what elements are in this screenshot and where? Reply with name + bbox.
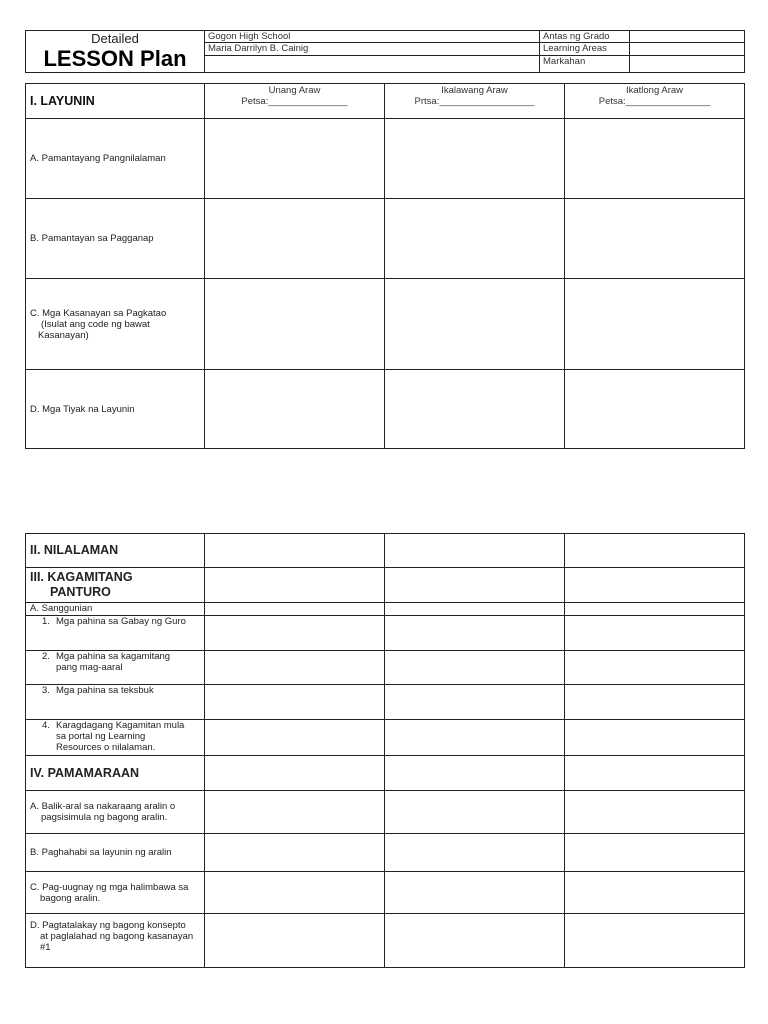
section-layunin: I. LAYUNIN [26, 84, 205, 119]
step-c-label [26, 872, 205, 914]
title-detailed: Detailed [91, 31, 139, 46]
grade-value-field[interactable] [630, 31, 745, 43]
cell-b-day-2[interactable] [385, 199, 565, 279]
step-d-line-1: D. Pagtatalakay ng bagong konsepto [30, 920, 186, 931]
item-4-text-line-2: sa portal ng Learning [56, 731, 146, 742]
row-label-c-line-1: C. Mga Kasanayan sa Pagkatao [30, 307, 167, 319]
item-3-day-2[interactable] [385, 685, 565, 720]
quarter-label: Markahan [540, 55, 630, 72]
day-3-name: Ikatlong Araw [625, 85, 684, 96]
item-3-day-1[interactable] [205, 685, 385, 720]
item-4-num: 4. [42, 720, 50, 731]
cell-d-day-2[interactable] [385, 370, 565, 449]
item-4-day-1[interactable] [205, 720, 385, 756]
section-kagamitang-panturo [26, 568, 205, 603]
step-a-day-3[interactable] [565, 791, 745, 834]
day-2-name: Ikalawang Araw [441, 85, 508, 96]
item-4-label [26, 720, 205, 756]
document-title [26, 31, 205, 73]
step-d-day-1[interactable] [205, 914, 385, 968]
grade-label: Antas ng Grado [540, 31, 630, 43]
teacher-name: Maria Darrilyn B. Cainig [205, 43, 540, 55]
item-4-text-line-1: Karagdagang Kagamitan mula [56, 720, 185, 731]
item-1-day-2[interactable] [385, 616, 565, 651]
item-1-text: Mga pahina sa Gabay ng Guro [56, 616, 186, 627]
item-4-text-line-3: Resources o nilalaman. [56, 742, 156, 753]
cell-d-day-3[interactable] [565, 370, 745, 449]
step-b-day-2[interactable] [385, 834, 565, 872]
item-3-day-3[interactable] [565, 685, 745, 720]
cell-c-day-1[interactable] [205, 279, 385, 370]
step-a-label [26, 791, 205, 834]
item-2-label [26, 651, 205, 685]
day-3-header [565, 84, 745, 119]
section-pamamaraan: IV. PAMAMARAAN [26, 756, 205, 791]
step-c-day-1[interactable] [205, 872, 385, 914]
item-3-label [26, 685, 205, 720]
item-4-day-2[interactable] [385, 720, 565, 756]
step-d-line-3: #1 [40, 942, 51, 953]
objectives-table [25, 83, 745, 449]
item-2-num: 2. [42, 651, 50, 662]
cell-b-day-1[interactable] [205, 199, 385, 279]
lesson-plan-header [25, 30, 745, 73]
sanggunian-day-3[interactable] [565, 603, 745, 616]
item-1-day-1[interactable] [205, 616, 385, 651]
row-label-a: A. Pamantayang Pangnilalaman [26, 119, 205, 199]
kagamitan-day-3[interactable] [565, 568, 745, 603]
item-1-label [26, 616, 205, 651]
step-d-label [26, 914, 205, 968]
step-a-line-2: pagsisimula ng bagong aralin. [41, 812, 168, 823]
item-3-num: 3. [42, 685, 50, 696]
day-2-header [385, 84, 565, 119]
item-2-text-line-2: pang mag-aaral [56, 662, 123, 673]
section-nilalaman: II. NILALAMAN [26, 534, 205, 568]
day-2-date: Prtsa:__________________ [414, 96, 535, 107]
sanggunian-day-1[interactable] [205, 603, 385, 616]
pamamaraan-day-3[interactable] [565, 756, 745, 791]
cell-c-day-3[interactable] [565, 279, 745, 370]
cell-c-day-2[interactable] [385, 279, 565, 370]
step-b-day-3[interactable] [565, 834, 745, 872]
item-3-text: Mga pahina sa teksbuk [56, 685, 154, 696]
nilalaman-day-1[interactable] [205, 534, 385, 568]
sanggunian-day-2[interactable] [385, 603, 565, 616]
kagamitan-day-2[interactable] [385, 568, 565, 603]
cell-a-day-2[interactable] [385, 119, 565, 199]
kagamitang-line-2: PANTURO [50, 585, 111, 599]
kagamitang-line-1: III. KAGAMITANG [30, 570, 133, 584]
item-1-day-3[interactable] [565, 616, 745, 651]
item-2-day-2[interactable] [385, 651, 565, 685]
item-2-day-1[interactable] [205, 651, 385, 685]
pamamaraan-day-2[interactable] [385, 756, 565, 791]
school-name: Gogon High School [205, 31, 540, 43]
step-a-day-1[interactable] [205, 791, 385, 834]
header-blank-field[interactable] [205, 55, 540, 72]
quarter-value-field[interactable] [630, 55, 745, 72]
step-d-day-3[interactable] [565, 914, 745, 968]
step-a-day-2[interactable] [385, 791, 565, 834]
step-c-day-3[interactable] [565, 872, 745, 914]
cell-b-day-3[interactable] [565, 199, 745, 279]
row-label-c [26, 279, 205, 370]
item-4-day-3[interactable] [565, 720, 745, 756]
row-label-c-line-3: Kasanayan) [38, 329, 89, 341]
content-procedure-table [25, 533, 745, 968]
item-1-num: 1. [42, 616, 50, 627]
step-b-label: B. Paghahabi sa layunin ng aralin [26, 834, 205, 872]
day-1-name: Unang Araw [268, 85, 321, 96]
row-label-d: D. Mga Tiyak na Layunin [26, 370, 205, 449]
title-lesson-plan: LESSON Plan [43, 46, 187, 71]
item-2-text-line-1: Mga pahina sa kagamitang [56, 651, 171, 662]
day-1-header [205, 84, 385, 119]
step-c-line-1: C. Pag-uugnay ng mga halimbawa sa [30, 881, 189, 893]
step-d-line-2: at paglalahad ng bagong kasanayan [40, 931, 194, 942]
item-2-day-3[interactable] [565, 651, 745, 685]
row-label-b: B. Pamantayan sa Pagganap [26, 199, 205, 279]
day-1-date: Petsa:_______________ [241, 96, 348, 107]
day-3-date: Petsa:________________ [598, 96, 711, 107]
row-label-c-line-2: (Isulat ang code ng bawat [41, 318, 150, 330]
sanggunian-label: A. Sanggunian [26, 603, 205, 616]
pamamaraan-day-1[interactable] [205, 756, 385, 791]
step-a-line-1: A. Balik-aral sa nakaraang aralin o [30, 801, 176, 812]
kagamitan-day-1[interactable] [205, 568, 385, 603]
step-d-day-2[interactable] [385, 914, 565, 968]
learning-areas-label: Learning Areas [540, 43, 630, 55]
step-c-day-2[interactable] [385, 872, 565, 914]
step-b-day-1[interactable] [205, 834, 385, 872]
nilalaman-day-2[interactable] [385, 534, 565, 568]
cell-d-day-1[interactable] [205, 370, 385, 449]
cell-a-day-3[interactable] [565, 119, 745, 199]
learning-areas-value-field[interactable] [630, 43, 745, 55]
cell-a-day-1[interactable] [205, 119, 385, 199]
nilalaman-day-3[interactable] [565, 534, 745, 568]
step-c-line-2: bagong aralin. [40, 892, 101, 904]
